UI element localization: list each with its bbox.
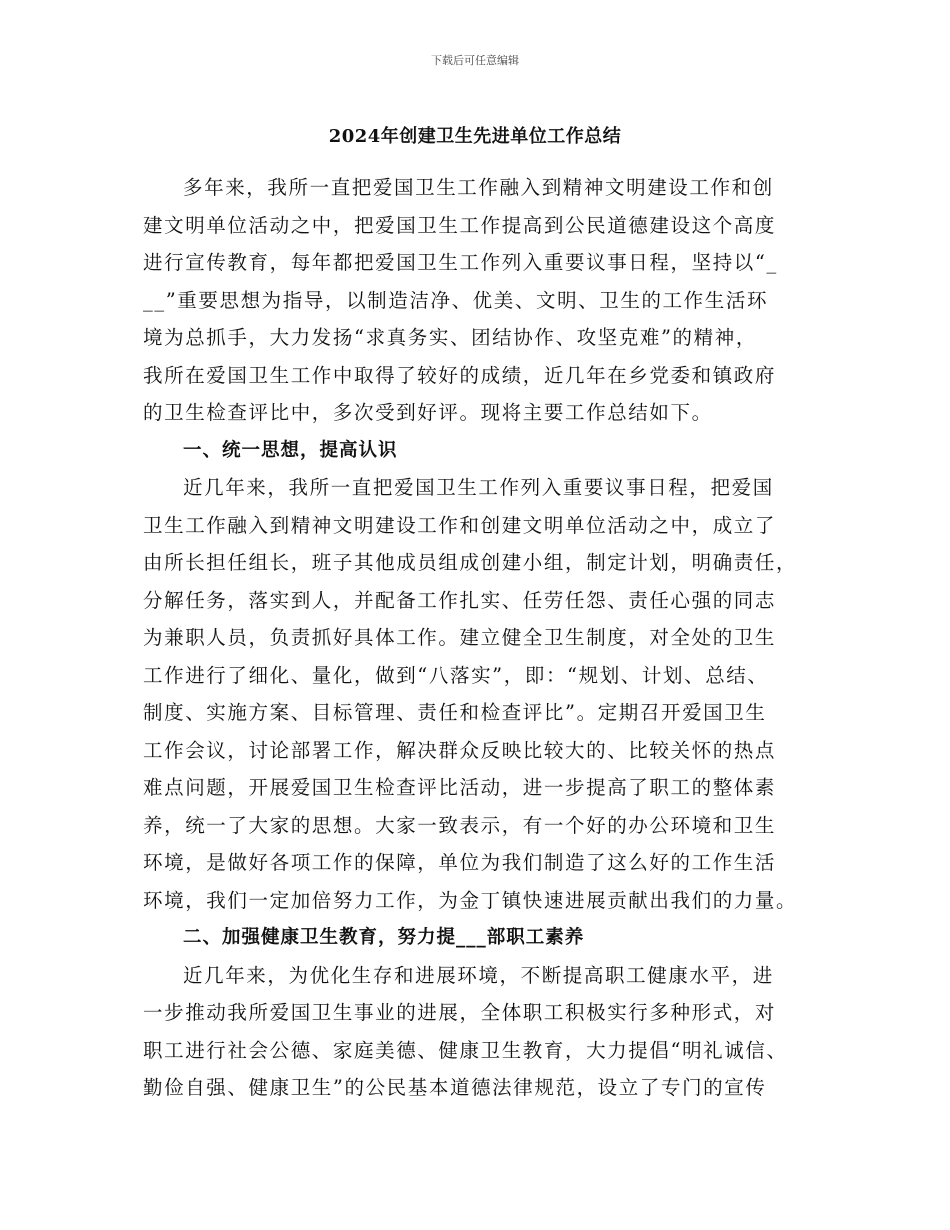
body-line: 境为总抓手，大力发扬“求真务实、团结协作、攻坚克难”的精神， [143, 326, 757, 349]
body-line: 分解任务，落实到人，并配备工作扎实、任劳任怨、责任心强的同志 [143, 588, 777, 612]
body-line: 我所在爱国卫生工作中取得了较好的成绩，近几年在乡党委和镇政府 [143, 363, 777, 387]
body-line: 卫生工作融入到精神文明建设工作和创建文明单位活动之中，成立了 [143, 513, 777, 537]
body-line: 环境，我们一定加倍努力工作，为金丁镇快速进展贡献出我们的力量。 [143, 888, 798, 912]
body-line: 近几年来，我所一直把爱国卫生工作列入重要议事日程，把爱国 [183, 476, 774, 499]
body-line: 职工进行社会公德、家庭美德、健康卫生教育，大力提倡“明礼诚信、 [143, 1038, 788, 1062]
body-line: 难点问题，开展爱国卫生检查评比活动，进一步提高了职工的整体素 [143, 776, 777, 799]
body-line: __”重要思想为指导，以制造洁净、优美、文明、卫生的工作生活环 [143, 288, 769, 312]
body-line: 近几年来，为优化生存和进展环境，不断提高职工健康水平，进 [183, 963, 774, 987]
body-line: 勤俭自强、健康卫生”的公民基本道德法律规范，设立了专门的宣传 [143, 1076, 767, 1099]
section-heading: 二、加强健康卫生教育，努力提___部职工素养 [183, 927, 585, 948]
body-line: 进行宣传教育，每年都把爱国卫生工作列入重要议事日程，坚持以“_ [143, 251, 778, 274]
body-line: 工作进行了细化、量化，做到“八落实”，即：“规划、计划、总结、 [143, 663, 769, 687]
body-line: 为兼职人员，负责抓好具体工作。建立健全卫生制度，对全处的卫生 [143, 626, 777, 649]
section-heading: 一、统一思想，提高认识 [183, 439, 398, 461]
body-line: 的卫生检查评比中，多次受到好评。现将主要工作总结如下。 [143, 401, 713, 424]
body-line: 建文明单位活动之中，把爱国卫生工作提高到公民道德建设这个高度 [143, 213, 777, 237]
body-line: 制度、实施方案、目标管理、责任和检查评比”。定期召开爱国卫生 [143, 701, 767, 724]
body-line: 一步推动我所爱国卫生事业的进展，全体职工积极实行多种形式，对 [143, 1001, 777, 1024]
body-line: 由所长担任组长，班子其他成员组成创建小组，制定计划，明确责任， [143, 551, 798, 574]
page-header-note: 下载后可任意编辑 [431, 54, 519, 67]
body-line: 环境，是做好各项工作的保障，单位为我们制造了这么好的工作生活 [143, 851, 777, 874]
document-title: 2024年创建卫生先进单位工作总结 [328, 126, 622, 147]
document-body [143, 169, 823, 1107]
body-line: 养，统一了大家的思想。大家一致表示，有一个好的办公环境和卫生 [143, 813, 777, 837]
body-line: 多年来，我所一直把爱国卫生工作融入到精神文明建设工作和创 [183, 176, 774, 199]
body-line: 工作会议，讨论部署工作，解决群众反映比较大的、比较关怀的热点 [143, 738, 777, 762]
